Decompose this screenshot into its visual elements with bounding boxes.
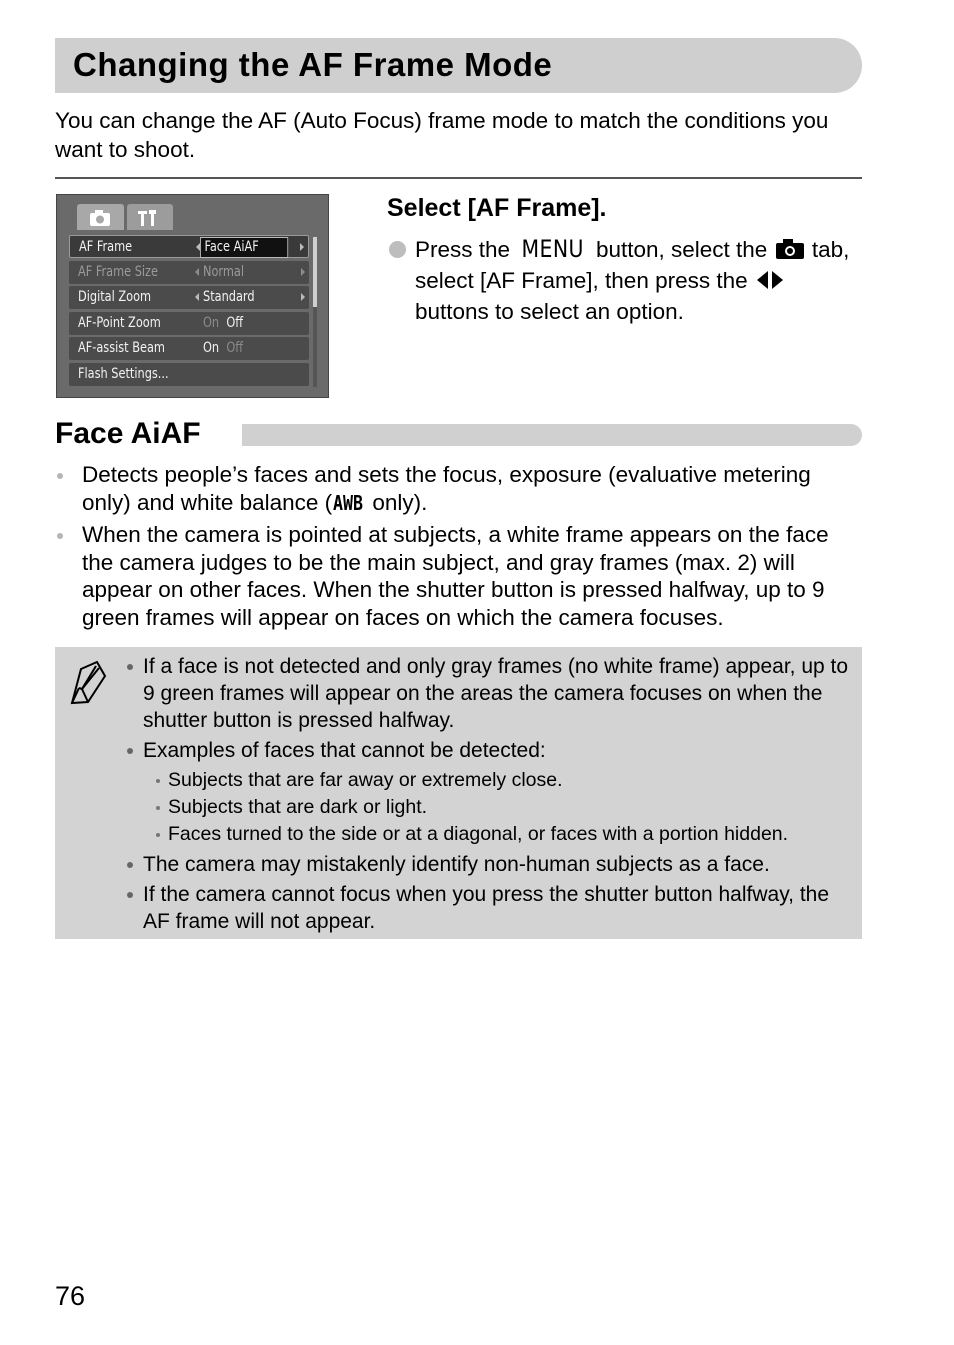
bullet-icon (127, 664, 133, 670)
intro-text: You can change the AF (Auto Focus) frame mode to match the conditions you want to shoot. (55, 108, 829, 162)
bullet-icon (156, 779, 160, 783)
menu-label: AF Frame (79, 239, 133, 255)
step-bullet-icon (389, 241, 406, 258)
left-arrow-icon (195, 268, 199, 276)
menu-row-flash-settings (69, 363, 309, 386)
menu-value: Normal (203, 263, 244, 280)
option-on: On (203, 340, 220, 357)
note-item: If the camera cannot focus when you press the shutter button halfway, the AF frame will not appear. (125, 881, 855, 935)
page-title: Changing the AF Frame Mode (73, 46, 553, 83)
section-heading: Face AiAF (55, 417, 201, 450)
left-arrow-icon (195, 293, 199, 301)
menu-value: Face AiAF (200, 237, 288, 258)
step-instructions (415, 234, 865, 327)
section-bar (242, 424, 862, 446)
note-box (55, 647, 862, 939)
scroll-thumb (313, 237, 317, 307)
menu-scrollbar (313, 237, 317, 387)
step-heading: Select [AF Frame]. (387, 194, 607, 222)
bullet-icon (127, 748, 133, 754)
divider (55, 177, 862, 179)
step-text: tab, select [AF Frame], then press the (415, 237, 850, 293)
tools-icon (127, 204, 173, 230)
note-sub-item: Faces turned to the side or at a diagonal, or faces with a portion hidden. (125, 821, 855, 848)
right-arrow-icon (300, 243, 304, 251)
list-item: Detects people’s faces and sets the focus, exposure (evaluative metering only) and white balance ( AWB only). (55, 461, 865, 516)
menu-row-af-point-zoom (69, 312, 309, 335)
menu-value (203, 340, 243, 356)
option-on: On (203, 314, 220, 331)
left-right-buttons-icon (754, 269, 786, 291)
bullet-icon (127, 892, 133, 898)
settings-tab (127, 204, 173, 230)
camera-icon (77, 204, 124, 230)
bullet-icon (127, 862, 133, 868)
camera-menu-screen (56, 194, 329, 398)
note-list (125, 653, 855, 938)
bullet-icon (57, 473, 63, 479)
note-item: The camera may mistakenly identify non-human subjects as a face. (125, 851, 855, 878)
note-sub-item: Subjects that are far away or extremely close. (125, 767, 855, 794)
menu-row-af-frame (69, 235, 309, 258)
step-text: button, select the (589, 237, 774, 262)
step-text: Press the (415, 237, 517, 262)
menu-label: AF Frame Size (78, 263, 158, 280)
pencil-icon (69, 660, 109, 706)
note-sub-item: Subjects that are dark or light. (125, 794, 855, 821)
menu-label: AF-assist Beam (78, 340, 165, 357)
bullet-icon (57, 533, 63, 539)
awb-icon (332, 491, 366, 513)
menu-label: Flash Settings... (78, 365, 169, 382)
menu-row-digital-zoom (69, 286, 309, 309)
right-arrow-icon (301, 293, 305, 301)
menu-value (203, 315, 243, 331)
svg-text:AWB: AWB (333, 490, 364, 513)
note-item: If a face is not detected and only gray frames (no white frame) appear, up to 9 green frames will appear on the areas the camera focuses on when the shutter button is pressed halfway. (125, 653, 855, 734)
option-off: Off (226, 314, 244, 331)
menu-list (69, 235, 309, 389)
camera-tab (77, 204, 124, 230)
camera-tab-icon (774, 236, 806, 260)
note-item: Examples of faces that cannot be detected: (125, 737, 855, 764)
bullet-icon (156, 833, 160, 837)
menu-row-af-frame-size (69, 261, 309, 284)
page-number: 76 (55, 1281, 86, 1311)
menu-label: AF-Point Zoom (78, 314, 161, 331)
face-aiaf-list (55, 461, 865, 636)
right-arrow-icon (301, 268, 305, 276)
menu-button-label: MENU (521, 235, 585, 263)
menu-label: Digital Zoom (78, 289, 152, 306)
step-text: buttons to select an option. (415, 299, 684, 324)
option-off: Off (226, 340, 244, 357)
menu-row-af-assist-beam (69, 337, 309, 360)
list-item: When the camera is pointed at subjects, a white frame appears on the face the camera judges to be the main subject, and gray frames (max. 2) will appear on other faces. When the shutter button is pressed halfway, up to 9 green frames will appear on faces on which the camera focuses. (55, 521, 865, 631)
menu-value: Standard (203, 289, 255, 306)
title-bar (55, 38, 862, 93)
bullet-icon (156, 806, 160, 810)
